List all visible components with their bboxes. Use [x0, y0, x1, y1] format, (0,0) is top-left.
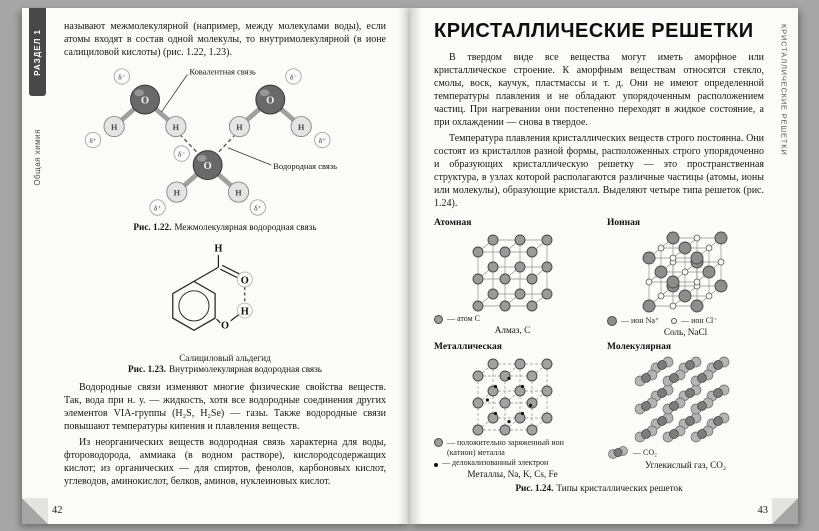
cl-ion-swatch [671, 318, 677, 324]
chapter-tab [776, 24, 792, 364]
lattice-metallic-example: Металлы, Na, K, Cs, Fe [467, 469, 558, 479]
right-page-content [434, 20, 764, 493]
section-tab-label: РАЗДЕЛ 1 [33, 28, 42, 76]
figure-1-24 [434, 218, 764, 479]
paragraph-amorphous: В твердом виде все вещества могут иметь аморфное или кристаллическое строение. К аморфным веществам относятся стекло, смолы, воск, каучук, пластмассы и т. д. Они не имеют определенной температуры плавления и не обладают упорядоченным расположением частиц. При нагревании они постепенно переходят в жидкое состояние, а при охлаждении — снова в твердое. [434, 52, 764, 128]
electron-swatch [434, 463, 438, 467]
paragraph-crystalline: Температура плавления кристаллических веществ строго постоянна. Они состоят из кристаллов разной формы, расположенных строго упорядоченно и образующих кристаллическую решетку — это пространственная структура, в узлах которой располагаются различные частицы (атомы, ионы или молекулы), образующие кристалл. Выделяют четыре типа решеток (рис. 1.24). [434, 133, 764, 209]
hydrogen-label: H [235, 188, 242, 198]
lattice-ionic-example: Соль, NaCl [663, 327, 708, 337]
h-atom-label: H [214, 243, 223, 255]
lattice-molecular-cell [607, 342, 764, 479]
subject-tab-label: Общая химия [33, 128, 42, 186]
corner-fold-left [22, 498, 48, 524]
legend-text: — ион Cl⁻ [681, 316, 718, 325]
delta-charges [85, 69, 330, 216]
figure-1-23 [64, 238, 386, 374]
legend-text: — делокализованный электрон [442, 458, 549, 467]
hydrogen-label: H [172, 122, 180, 132]
water-molecule-a [104, 85, 186, 137]
oxygen-label: O [140, 95, 150, 107]
subject-tab [29, 102, 46, 212]
caption-number: Рис. 1.22. [133, 222, 172, 232]
lattice-ionic-title: Ионная [607, 218, 640, 228]
co2-molecule-swatch [607, 446, 629, 459]
legend-text: — атом C [447, 314, 480, 323]
lattice-atomic-title: Атомная [434, 218, 472, 228]
page-number-right: 43 [757, 505, 768, 516]
hydrogen-label: H [297, 122, 305, 132]
page-title: КРИСТАЛЛИЧЕСКИЕ РЕШЕТКИ [434, 20, 754, 42]
lattice-molecular-legend [607, 446, 764, 459]
hydrogen-pointer-line [228, 148, 271, 165]
salicylaldehyde-diagram [145, 238, 305, 353]
legend-text: — положительно заряженный ион (катион) металла [447, 438, 564, 457]
lattice-metallic-title: Металлическая [434, 342, 502, 352]
delta-plus-label: δ⁺ [318, 136, 326, 145]
covalent-bond-label: Ковалентная связь [189, 66, 256, 77]
hydrogen-label: H [110, 122, 118, 132]
figure-1-24-caption [434, 483, 764, 493]
lattice-molecular-figure [611, 354, 761, 446]
delta-plus-label: δ⁺ [89, 136, 97, 145]
caption-text: Типы кристаллических решеток [556, 483, 683, 493]
lattice-ionic-cell [607, 218, 764, 337]
lattice-atomic-legend [434, 314, 591, 324]
hydrogen-label: H [236, 122, 243, 132]
lattice-atomic-example: Алмаз, C [494, 325, 531, 335]
lattice-metallic-cell [434, 342, 591, 479]
delta-minus-label: δ⁻ [178, 150, 186, 159]
benzene-inner-circle [179, 291, 209, 321]
o-atom-label: O [240, 275, 249, 287]
water-molecules-diagram [75, 61, 375, 221]
intro-paragraph: называют межмолекулярной (например, между молекулами воды), если атомы входят в состав одной молекулы, то внутримолекулярной (в ионе салициловой кислоты) (рис. 1.22, 1.23). [64, 21, 386, 58]
left-page-content [64, 20, 386, 488]
delta-minus-label: δ⁻ [118, 73, 126, 82]
lattice-molecular-example: Углекислый газ, CO₂ [644, 460, 727, 470]
delta-plus-label: δ⁺ [254, 204, 262, 213]
caption-number: Рис. 1.23. [128, 364, 166, 374]
caption-text: Межмолекулярная водородная связь [174, 222, 317, 232]
corner-fold-right [772, 498, 798, 524]
legend-text: — ион Na⁺ [621, 316, 660, 325]
delta-plus-label: δ⁺ [153, 204, 162, 213]
book-spread [22, 8, 798, 524]
lattice-metallic-legend-cation [434, 438, 591, 458]
lattice-ionic-legend [607, 316, 764, 326]
figure-1-22-caption [64, 222, 386, 232]
section-tab [29, 8, 46, 96]
oxygen-label: O [266, 95, 275, 107]
legend-text: — CO₂ [633, 447, 657, 457]
chapter-tab-label: КРИСТАЛЛИЧЕСКИЕ РЕШЕТКИ [779, 24, 789, 156]
paragraph-hydrogen-properties: Водородные связи изменяют многие физические свойства веществ. Так, вода при н. у. — жидкость, хотя все водородные соединения других элементов VIA-группы (H₂S, H₂Se) — газы. Также водородные связи повышают температуры кипения и плавления веществ. [64, 382, 386, 432]
hydrogen-label: H [173, 188, 180, 198]
carbon-atom-swatch [434, 315, 443, 324]
lattice-molecular-title: Молекулярная [607, 342, 671, 352]
na-ion-swatch [607, 316, 617, 326]
delta-minus-label: δ⁻ [289, 73, 298, 82]
caption-number: Рис. 1.24. [515, 483, 554, 493]
lattice-atomic-figure [438, 230, 588, 314]
lattice-ionic-figure [611, 230, 761, 316]
lattice-metallic-legend-electron [434, 458, 591, 468]
page-right [410, 8, 798, 524]
caption-text: Внутримолекулярная водородная связь [168, 364, 322, 374]
figure-1-23-caption [64, 364, 386, 374]
page-left [22, 8, 410, 524]
lattice-metallic-figure [438, 354, 588, 438]
water-molecule-b [229, 85, 311, 137]
molecule-name: Салициловый альдегид [179, 353, 271, 363]
paragraph-hydrogen-substances: Из неорганических веществ водородная связь характерна для воды, фтороводорода, аммиака (в водном растворе), кислородсодержащих кислот; из органических — для спиртов, фенолов, карбоновых кислот, углеводов, аминокислот, белков, аминов, нуклеиновых кислот. [64, 437, 386, 487]
hydrogen-bond-label: Водородная связь [273, 160, 337, 171]
metal-cation-swatch [434, 438, 443, 447]
oxygen-label: O [203, 160, 212, 172]
substituent-bonds [194, 255, 239, 323]
figure-1-22 [64, 61, 386, 232]
gutter-shadow-right [410, 8, 422, 524]
gutter-shadow-left [398, 8, 410, 524]
page-number-left: 42 [52, 505, 63, 516]
o-atom-label: O [220, 320, 230, 332]
h-atom-label: H [240, 306, 249, 318]
covalent-pointer-line [161, 74, 187, 112]
lattice-atomic-cell [434, 218, 591, 337]
